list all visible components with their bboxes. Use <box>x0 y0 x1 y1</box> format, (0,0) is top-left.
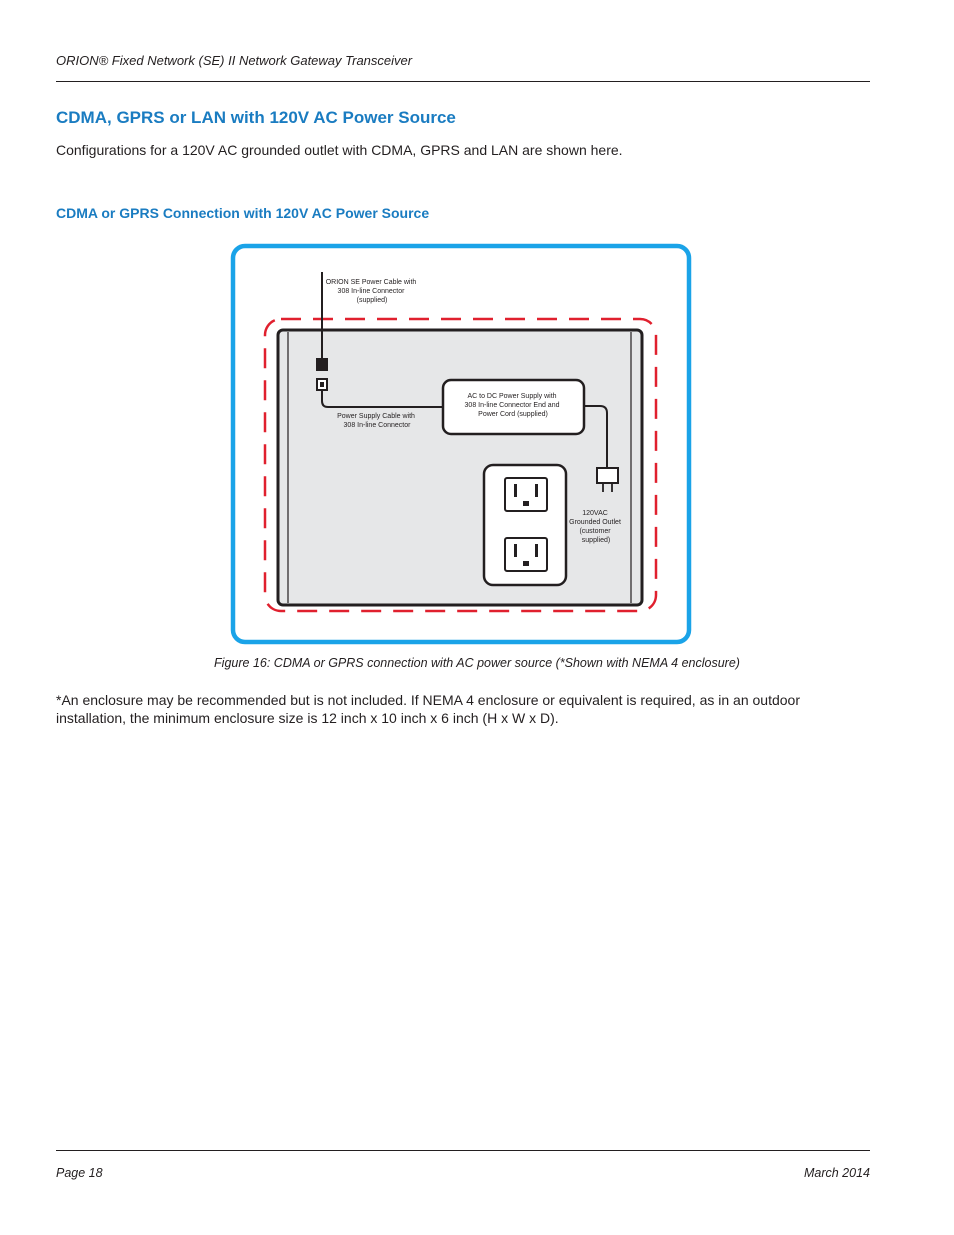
inline-connector-male <box>316 358 328 371</box>
header-rule <box>56 81 870 82</box>
connection-diagram <box>230 243 692 646</box>
outlet-receptacle-lower <box>505 538 547 571</box>
label-grounded-outlet: 120VAC Grounded Outlet (customer supplied) <box>569 510 621 544</box>
footer-rule <box>56 1150 870 1151</box>
section-intro: Configurations for a 120V AC grounded outlet with CDMA, GPRS and LAN are shown here. <box>56 142 623 158</box>
running-head: ORION® Fixed Network (SE) II Network Gateway Transceiver <box>56 53 413 68</box>
subsection-title: CDMA or GPRS Connection with 120V AC Power Source <box>56 205 430 221</box>
section-title: CDMA, GPRS or LAN with 120V AC Power Source <box>56 108 456 127</box>
label-ac-dc-power-supply: AC to DC Power Supply with 308 In-line Connector End and Power Cord (supplied) <box>464 393 560 418</box>
mounting-panel <box>278 330 642 605</box>
enclosure-note: *An enclosure may be recommended but is not included. If NEMA 4 enclosure or equivalent is required, as in an outdoor installation, the minimum enclosure size is 12 inch x 10 inch x 6 inch (H x W x D). <box>56 692 800 726</box>
page-number: Page 18 <box>56 1166 103 1180</box>
outlet-receptacle-upper <box>505 478 547 511</box>
power-plug <box>597 468 618 483</box>
label-power-supply-cable: Power Supply Cable with 308 In-line Connector <box>337 413 415 429</box>
figure-caption: Figure 16: CDMA or GPRS connection with AC power source (*Shown with NEMA 4 enclosure) <box>214 656 740 670</box>
publication-date: March 2014 <box>803 1166 870 1180</box>
label-orion-cable: ORION SE Power Cable with 308 In-line Connector (supplied) <box>325 279 417 304</box>
